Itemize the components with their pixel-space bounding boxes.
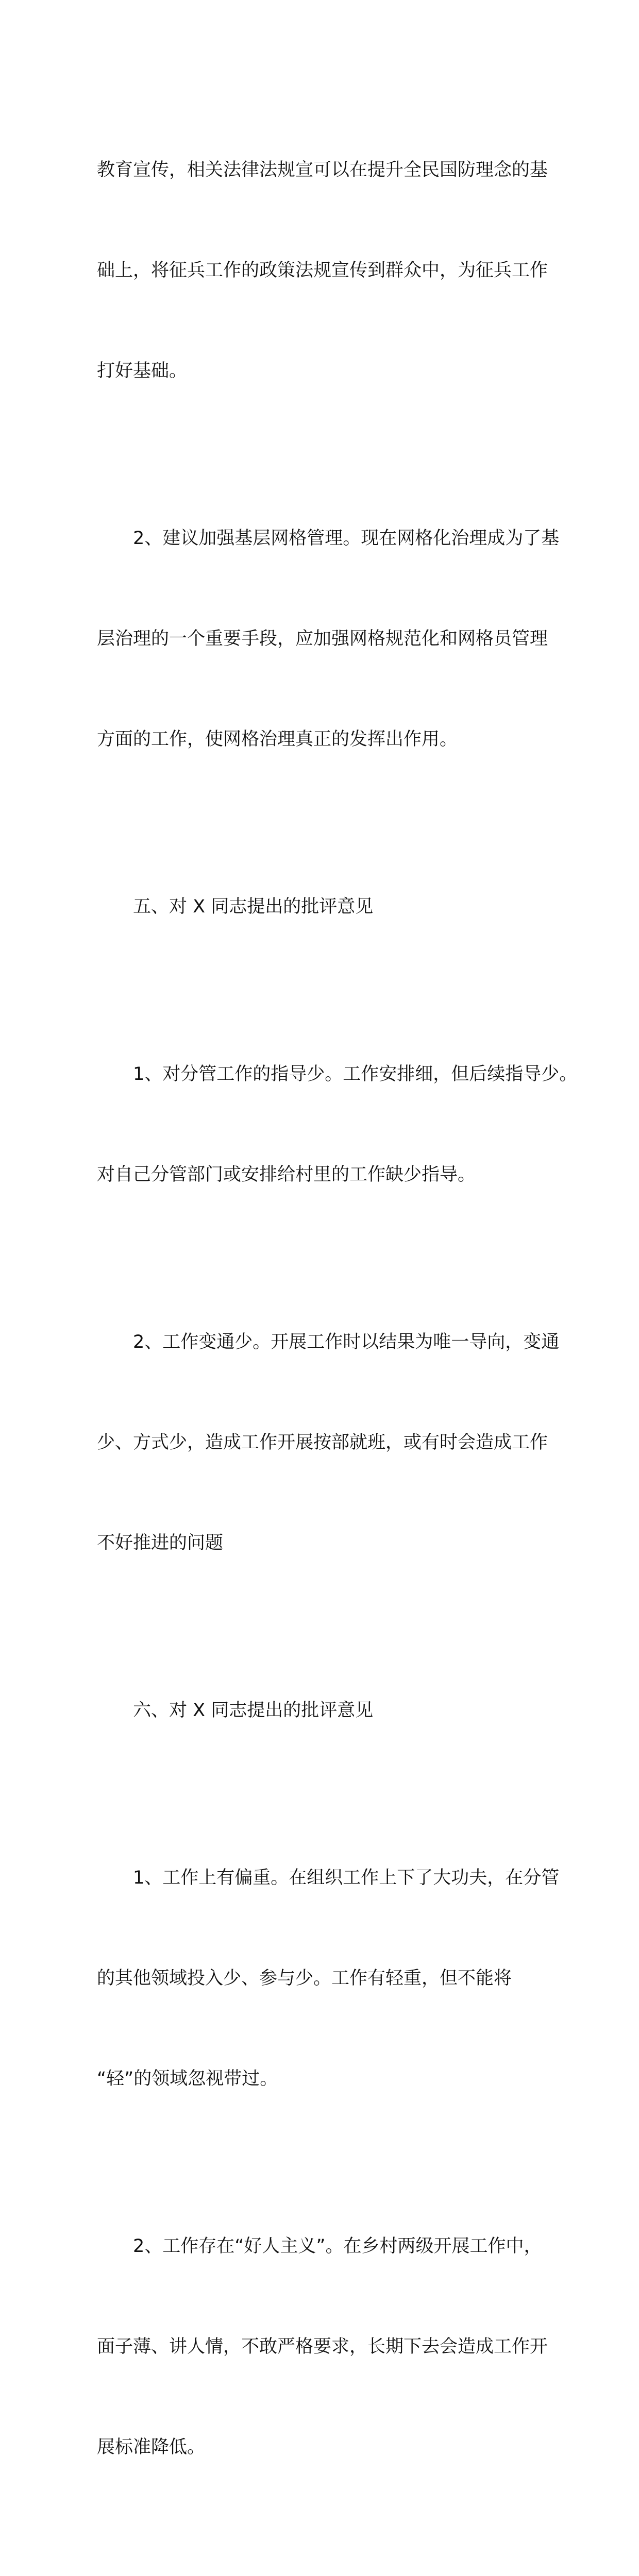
paragraph-emphasis (97, 1794, 560, 2163)
paragraph-guidance (97, 991, 578, 1259)
document-body (97, 87, 578, 2576)
text-line: 少、方式少，造成工作开展按部就班，或有时会造成工作 (97, 1432, 548, 1453)
text-line: 1、工作上有偏重。在组织工作上下了大功夫，在分管 (133, 1868, 560, 1888)
text-line: 对自己分管部门或安排给村里的工作缺少指导。 (97, 1164, 476, 1185)
text-line: 2、工作存在“好人主义”。在乡村两级开展工作中， (133, 2236, 542, 2257)
text-line: 不好推进的问题 (97, 1533, 224, 1553)
heading-line: 六、对 X 同志提出的批评意见 (133, 1700, 374, 1721)
text-line: “轻”的领域忽视带过。 (97, 2069, 278, 2089)
text-line: 2、工作变通少。开展工作时以结果为唯一导向，变通 (133, 1332, 560, 1352)
section-heading-7 (97, 2531, 548, 2576)
text-line: 打好基础。 (97, 361, 188, 381)
text-line: 方面的工作，使网格治理真正的发挥出作用。 (97, 729, 458, 750)
paragraph-good-person (97, 2163, 548, 2531)
paragraph-flexibility (97, 1259, 560, 1627)
text-line: 1、对分管工作的指导少。工作安排细，但后续指导少。 (133, 1064, 578, 1084)
text-line: 教育宣传，相关法律法规宣可以在提升全民国防理念的基 (97, 160, 548, 180)
paragraph-grid-management (97, 455, 560, 823)
text-line: 2、建议加强基层网格管理。现在网格化治理成为了基 (133, 528, 560, 549)
section-heading-5 (97, 823, 548, 991)
text-line: 面子薄、讲人情，不敢严格要求，长期下去会造成工作开 (97, 2336, 548, 2357)
text-line: 展标准降低。 (97, 2437, 206, 2458)
text-line: 的其他领域投入少、参与少。工作有轻重，但不能将 (97, 1968, 512, 1989)
section-heading-6 (97, 1627, 548, 1794)
heading-line: 五、对 X 同志提出的批评意见 (133, 896, 374, 917)
paragraph-propaganda (97, 87, 548, 455)
text-line: 础上，将征兵工作的政策法规宣传到群众中，为征兵工作 (97, 260, 548, 281)
text-line: 层治理的一个重要手段，应加强网格规范化和网格员管理 (97, 629, 548, 649)
